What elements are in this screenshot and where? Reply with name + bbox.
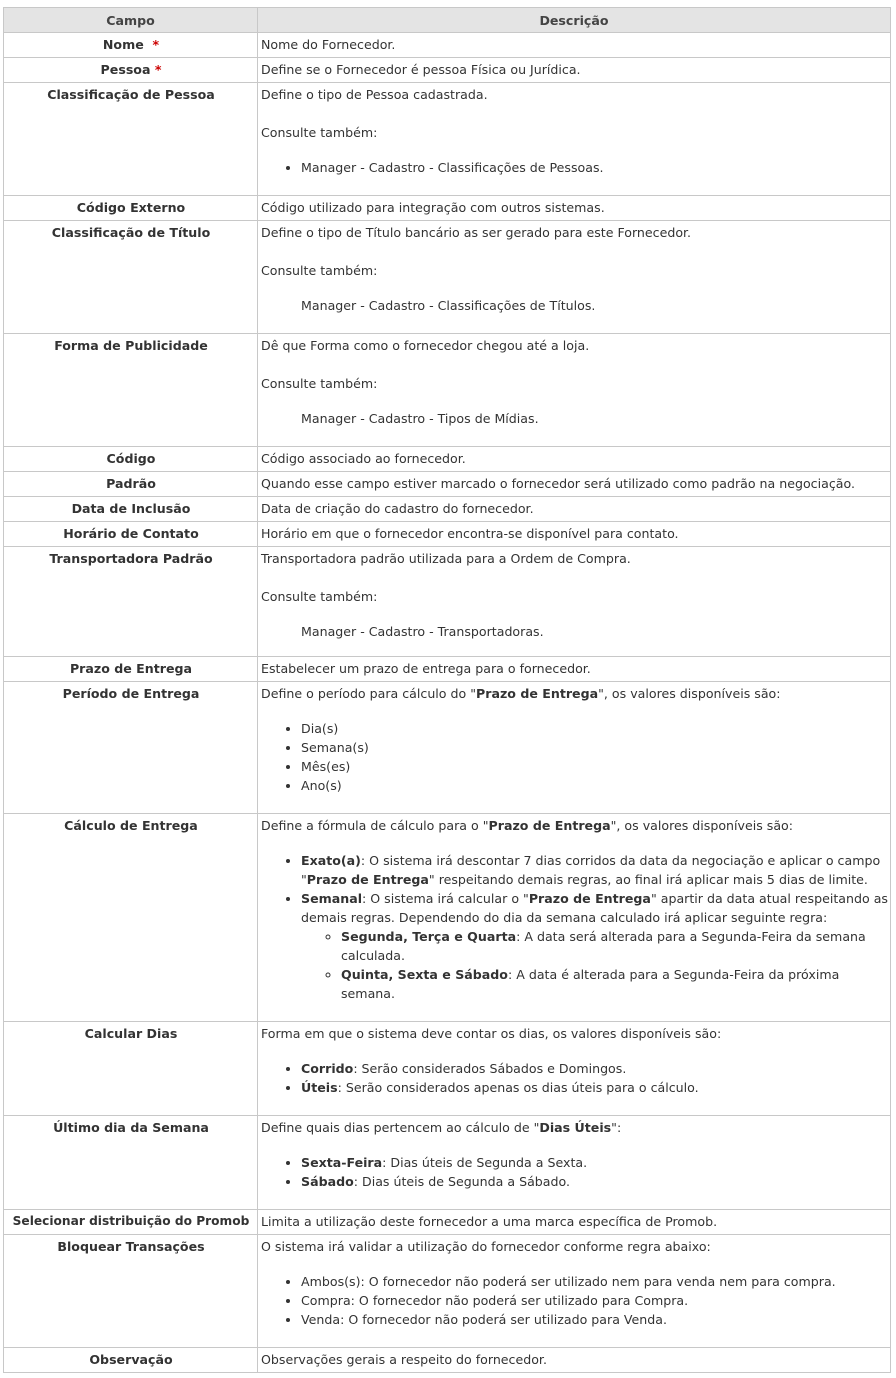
description-cell (258, 221, 891, 334)
see-also-label: Consulte também: (261, 263, 378, 278)
field-cell: Código (4, 447, 258, 472)
column-header-field: Campo (4, 8, 258, 33)
field-cell: Bloquear Transações (4, 1235, 258, 1348)
description-cell: Estabelecer um prazo de entrega para o fornecedor. (258, 657, 891, 682)
field-cell: Código Externo (4, 196, 258, 221)
table-row (4, 1022, 891, 1116)
table-row (4, 334, 891, 447)
field-cell: Padrão (4, 472, 258, 497)
description-text: Define quais dias pertencem ao cálculo de "Dias Úteis": (261, 1120, 622, 1135)
description-cell: Código utilizado para integração com outros sistemas. (258, 196, 891, 221)
description-cell: Nome do Fornecedor. (258, 33, 891, 58)
see-also-link[interactable]: • Manager - Cadastro - Classificações de Pessoas. (301, 158, 888, 177)
description-text: Forma em que o sistema deve contar os dias, os valores disponíveis são: (261, 1026, 722, 1041)
list-item: • Venda: O fornecedor não poderá ser utilizado para Venda. (301, 1310, 888, 1329)
description-cell (258, 334, 891, 447)
description-text: Define o período para cálculo do "Prazo de Entrega", os valores disponíveis são: (261, 686, 781, 701)
field-cell: Calcular Dias (4, 1022, 258, 1116)
description-cell: Limita a utilização deste fornecedor a uma marca específica de Promob. (258, 1210, 891, 1235)
table-row (4, 497, 891, 522)
list-item: • Mês(es) (301, 757, 888, 776)
table-row (4, 33, 891, 58)
field-cell: Observação (4, 1348, 258, 1373)
list-item: • Compra: O fornecedor não poderá ser utilizado para Compra. (301, 1291, 888, 1310)
table-row (4, 814, 891, 1022)
description-cell (258, 682, 891, 814)
value-list (261, 851, 888, 1003)
list-item: • Ambos(s): O fornecedor não poderá ser utilizado nem para venda nem para compra. (301, 1272, 888, 1291)
field-cell: Classificação de Pessoa (4, 83, 258, 196)
see-also-label: Consulte também: (261, 125, 378, 140)
table-row (4, 447, 891, 472)
description-text: Define o tipo de Pessoa cadastrada. (261, 87, 488, 102)
field-cell: Forma de Publicidade (4, 334, 258, 447)
value-list (261, 719, 888, 795)
see-also-link[interactable]: Manager - Cadastro - Transportadoras. (301, 624, 544, 639)
field-cell: Selecionar distribuição do Promob (4, 1210, 258, 1235)
table-header-row (4, 8, 891, 33)
table-row (4, 547, 891, 657)
description-cell: Código associado ao fornecedor. (258, 447, 891, 472)
field-cell: Horário de Contato (4, 522, 258, 547)
fields-table (3, 7, 891, 1373)
list-item: • Dia(s) (301, 719, 888, 738)
see-also-label: Consulte também: (261, 589, 378, 604)
table-row (4, 1235, 891, 1348)
description-text: Define a fórmula de cálculo para o "Prazo de Entrega", os valores disponíveis são: (261, 818, 794, 833)
field-name: Nome (102, 37, 144, 52)
description-cell: Data de criação do cadastro do fornecedor. (258, 497, 891, 522)
table-row (4, 221, 891, 334)
description-text: O sistema irá validar a utilização do fornecedor conforme regra abaixo: (261, 1239, 711, 1254)
table-row (4, 472, 891, 497)
see-also-link[interactable]: Manager - Cadastro - Classificações de Títulos. (301, 298, 596, 313)
list-item: • Sexta-Feira: Dias úteis de Segunda a Sexta. (301, 1153, 888, 1172)
description-text: Transportadora padrão utilizada para a Ordem de Compra. (261, 551, 631, 566)
description-cell: Define se o Fornecedor é pessoa Física ou Jurídica. (258, 58, 891, 83)
description-cell: Observações gerais a respeito do fornecedor. (258, 1348, 891, 1373)
description-cell: Horário em que o fornecedor encontra-se disponível para contato. (258, 522, 891, 547)
table-row (4, 522, 891, 547)
list-item: • Úteis: Serão considerados apenas os dias úteis para o cálculo. (301, 1078, 888, 1097)
table-row (4, 1348, 891, 1373)
list-item: • Semanal: O sistema irá calcular o "Prazo de Entrega" apartir da data atual respeitando as demais regras. Dependendo do dia da semana calculado irá aplicar seguinte regra: ◦ Segunda, Terça e Quarta: A data será alterada para a Segunda-Feira da semana calculada. ◦ Quinta, Sexta e Sábado: A data é alterada para a Segunda-Feira da próxima semana. (301, 889, 888, 1003)
column-header-description: Descrição (258, 8, 891, 33)
list-item: • Ano(s) (301, 776, 888, 795)
field-cell: Último dia da Semana (4, 1116, 258, 1210)
field-cell: Data de Inclusão (4, 497, 258, 522)
description-cell (258, 1235, 891, 1348)
see-also-link[interactable]: Manager - Cadastro - Tipos de Mídias. (301, 411, 539, 426)
list-item: • Corrido: Serão considerados Sábados e Domingos. (301, 1059, 888, 1078)
required-marker: * (152, 37, 160, 52)
list-item: • Exato(a): O sistema irá descontar 7 dias corridos da data da negociação e aplicar o campo "Prazo de Entrega" respeitando demais regras, ao final irá aplicar mais 5 dias de limite. (301, 851, 888, 889)
field-cell: Período de Entrega (4, 682, 258, 814)
table-row (4, 657, 891, 682)
table-row (4, 682, 891, 814)
field-cell: Classificação de Título (4, 221, 258, 334)
value-list (261, 1059, 888, 1097)
list-item: ◦ Quinta, Sexta e Sábado: A data é alterada para a Segunda-Feira da próxima semana. (341, 965, 888, 1003)
description-text: Define o tipo de Título bancário as ser gerado para este Fornecedor. (261, 225, 692, 240)
sub-list (301, 927, 888, 1003)
table-row (4, 196, 891, 221)
description-cell (258, 83, 891, 196)
value-list (261, 1153, 888, 1191)
description-cell (258, 547, 891, 657)
field-cell (4, 58, 258, 83)
table-row (4, 58, 891, 83)
description-cell: Quando esse campo estiver marcado o fornecedor será utilizado como padrão na negociação. (258, 472, 891, 497)
field-cell (4, 33, 258, 58)
required-marker: * (154, 62, 162, 77)
value-list (261, 1272, 888, 1329)
description-text: Dê que Forma como o fornecedor chegou até a loja. (261, 338, 590, 353)
see-also-label: Consulte também: (261, 376, 378, 391)
description-cell (258, 1116, 891, 1210)
table-row (4, 1116, 891, 1210)
list-item: • Semana(s) (301, 738, 888, 757)
field-cell: Cálculo de Entrega (4, 814, 258, 1022)
description-cell (258, 1022, 891, 1116)
field-cell: Transportadora Padrão (4, 547, 258, 657)
list-item: ◦ Segunda, Terça e Quarta: A data será alterada para a Segunda-Feira da semana calculada. (341, 927, 888, 965)
field-name: Pessoa (100, 62, 151, 77)
field-cell: Prazo de Entrega (4, 657, 258, 682)
table-row (4, 1210, 891, 1235)
description-cell (258, 814, 891, 1022)
list-item: • Sábado: Dias úteis de Segunda a Sábado. (301, 1172, 888, 1191)
table-row (4, 83, 891, 196)
